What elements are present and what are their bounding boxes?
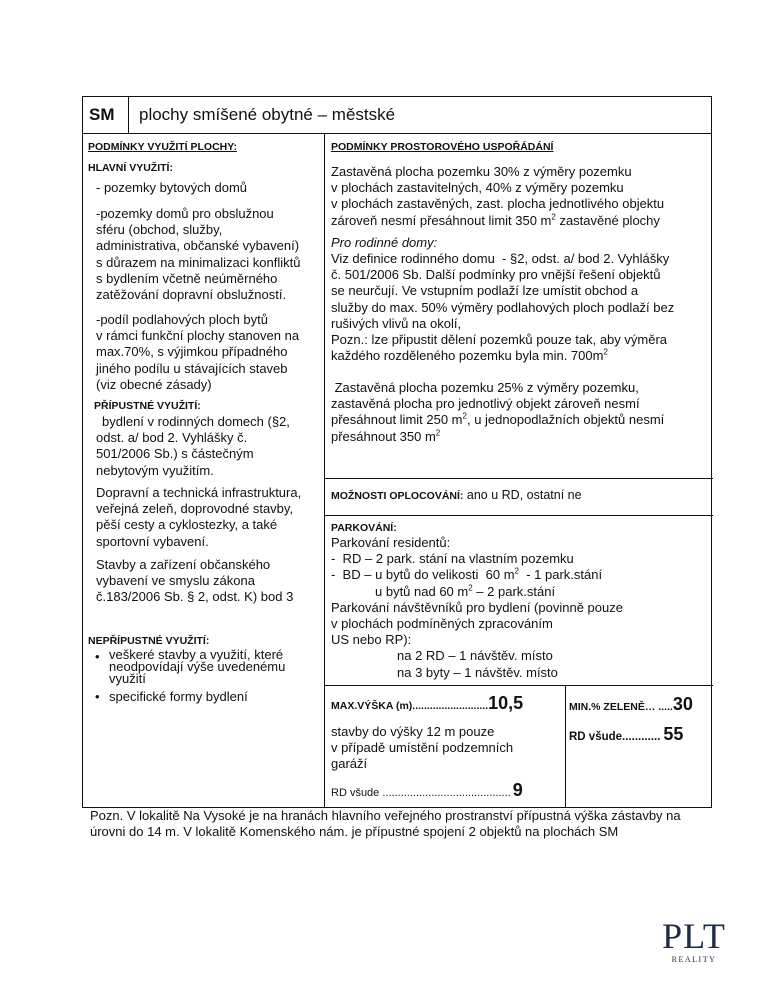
main-use-item: -pozemky domů pro obslužnou sféru (obchod, služby, administrativa, občanské vybavení) s důrazem na minimalizaci konfliktů s bydlením včetně neúměrného zatěžování dopravní obslužností. — [96, 206, 301, 303]
min-green-label: MIN.% ZELENĚ… ..... — [569, 701, 673, 713]
main-use-label: HLAVNÍ VYUŽITÍ: — [88, 162, 173, 174]
plt-reality-logo — [654, 918, 734, 964]
min-green-row — [569, 694, 693, 715]
green-rd-row — [569, 724, 683, 745]
max-height-note: stavby do výšky 12 m pouze v případě umístění podzemních garáží — [331, 724, 514, 772]
divider — [325, 515, 713, 516]
green-rd-label: RD všude............ — [569, 731, 661, 743]
family-houses-text: Viz definice rodinného domu - §2, odst. a/ bod 2. Vyhlášky č. 501/2006 Sb. Další podmínky pro vnější řešení objektů se neurčují. Ve vstupním podlaží lze umístit obchod a služby do max. 50% výměry podlahových ploch podlaží bez rušivých vlivů na okolí, Pozn.: lze připustit dělení pozemků pouze tak, aby výměra každého rozděleného pozemku byla min. $700m^2$ — [331, 251, 675, 364]
logo-sub-text: REALITY — [671, 955, 717, 964]
zone-title: plochy smíšené obytné – městské — [139, 105, 396, 124]
left-column — [83, 134, 325, 807]
zone-code: SM — [83, 97, 129, 133]
forbidden-use-item: veškeré stavby a využití, které neodpovídají výše uvedenému využití — [109, 647, 286, 686]
logo-main-text: PLT — [662, 916, 726, 956]
fencing-row — [331, 487, 582, 503]
footnote: Pozn. V lokalitě Na Vysoké je na hranách hlavního veřejného prostranství přípustná výška zástavby na úrovni do 14 m. V lokalitě Komenského nám. je přípustné spojení 2 objektů na plochách SM — [90, 808, 681, 839]
min-green-value: 30 — [672, 694, 693, 714]
parking-label: PARKOVÁNÍ: — [331, 522, 397, 534]
divider — [325, 478, 713, 479]
divider — [325, 685, 713, 686]
rd-height-value: 9 — [512, 780, 523, 800]
spatial-heading: PODMÍNKY PROSTOROVÉHO USPOŘÁDÁNÍ — [331, 141, 554, 153]
fencing-label: MOŽNOSTI OPLOCOVÁNÍ: — [331, 490, 464, 502]
divider — [565, 686, 566, 807]
forbidden-use-label: NEPŘÍPUSTNÉ VYUŽITÍ: — [88, 635, 210, 647]
parking-text: Parkování residentů: - RD – 2 park. stání na vlastním pozemku - BD – u bytů do velikosti 60 $m^2 - 1$ park.stání u bytů nad 60 $m^2 - 2$ park.stání Parkování návštěvníků pro bydlení (povinně pouze v plochách podmíněných zpracováním US nebo RP): na 2 RD – 1 návštěv. místo na 3 byty – 1 návštěv. místo — [331, 535, 623, 680]
allowed-use-label: PŘÍPUSTNÉ VYUŽITÍ: — [94, 400, 201, 412]
max-height-row — [331, 693, 561, 714]
rd-height-label: RD všude .......................................... — [331, 787, 511, 799]
allowed-use-item: Stavby a zařízení občanského vybavení ve smyslu zákona č.183/2006 Sb. § 2, odst. K) bod 3 — [96, 557, 294, 605]
spatial-paragraph: Zastavěná plocha pozemku 30% z výměry pozemku v plochách zastavitelných, 40% z výměry pozemku v plochách zastavěných, zast. plocha jednotlivého objektu zároveň nesmí přesáhnout limit 350 $m^2$ zastavěné plochy — [331, 164, 665, 228]
main-use-item: -podíl podlahových ploch bytů v rámci funkční plochy stanoven na max.70%, s výjimkou případného jiného podílu u stávajících staveb (viz obecné zásady) — [96, 312, 300, 392]
spatial-paragraph: Zastavěná plocha pozemku 25% z výměry pozemku, zastavěná plocha pro jednotlivý objekt zároveň nesmí přesáhnout limit 250 $m^2$, u jednopodlažních objektů nesmí přesáhnout 350 $m^2$ — [331, 380, 665, 444]
table-header — [83, 97, 711, 134]
fencing-value: ano u RD, ostatní ne — [463, 488, 582, 502]
family-houses-heading: Pro rodinné domy: — [331, 235, 438, 250]
rd-height-row — [331, 780, 523, 801]
forbidden-use-item: specifické formy bydlení — [109, 689, 248, 704]
zoning-table — [82, 96, 712, 808]
allowed-use-item: Dopravní a technická infrastruktura, veřejná zeleň, doprovodné stavby, pěší cesty a cyklostezky, a také sportovní vybavení. — [96, 485, 302, 549]
bullet-icon: • — [95, 689, 100, 704]
green-rd-value: 55 — [663, 724, 684, 744]
usage-heading: PODMÍNKY VYUŽITÍ PLOCHY: — [88, 141, 237, 153]
bullet-icon: • — [95, 649, 100, 664]
allowed-use-item: bydlení v rodinných domech (§2, odst. a/ bod 2. Vyhlášky č. 501/2006 Sb.) s částečným nebytovým využitím. — [96, 414, 290, 478]
max-height-value: 10,5 — [488, 693, 524, 713]
main-use-item: - pozemky bytových domů — [96, 180, 248, 195]
max-height-label: MAX.VÝŠKA (m).......................... — [331, 700, 489, 712]
